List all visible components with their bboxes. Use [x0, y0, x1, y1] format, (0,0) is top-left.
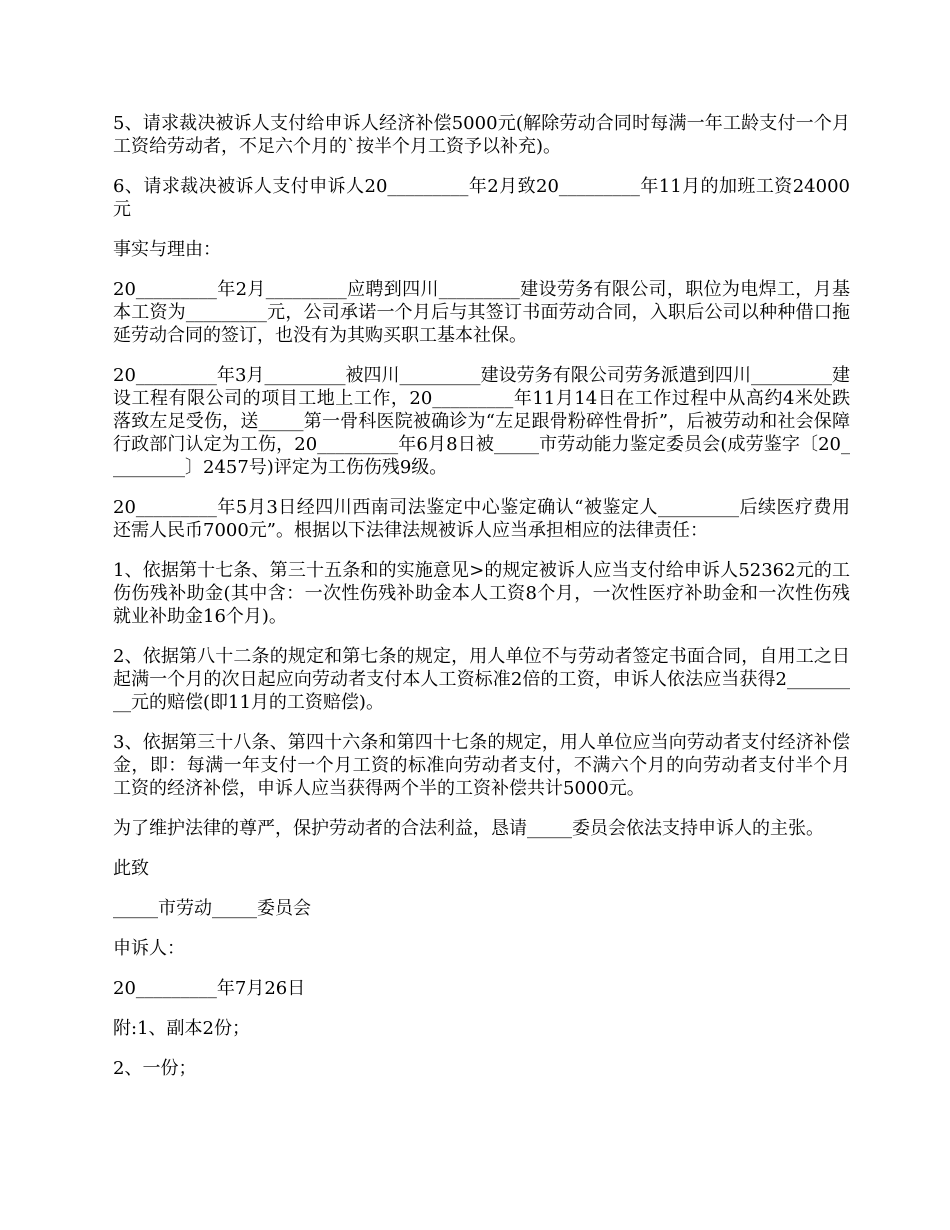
paragraph-facts-heading: 事实与理由：	[113, 239, 221, 260]
paragraph-claim-6: 6、请求裁决被诉人支付申诉人20_________年2月致20_________年11月的加班工资24000元	[113, 176, 850, 220]
paragraph-attachment-2: 2、一份；	[113, 1058, 197, 1079]
paragraph-facts-3: 20_________年5月3日经四川西南司法鉴定中心鉴定确认“被鉴定人_________后续医疗费用还需人民币7000元”。根据以下法律法规被诉人应当承担相应的法律责任：	[113, 497, 850, 541]
paragraph-recipient: _____市劳动_____委员会	[113, 898, 311, 919]
paragraph-date: 20_________年7月26日	[113, 978, 306, 999]
paragraph-facts-2: 20_________年3月_________被四川_________建设劳务有限公司劳务派遣到四川_________建设工程有限公司的项目工地上工作，20_________年11月14日在工作过程中从高约4米处跌落致左足受伤，送_____第一骨科医院被确诊为“左足跟骨粉碎性骨折”，后被劳动和社会保障行政部门认定为工伤，20_________年6月8日被_____市劳动能力鉴定委员会(成劳鉴字〔20_________〕2457号)评定为工伤伤残9级。	[113, 365, 850, 478]
paragraph-attachment-1: 附:1、副本2份；	[113, 1018, 250, 1039]
paragraph-basis-2: 2、依据第八十二条的规定和第七条的规定，用人单位不与劳动者签定书面合同，自用工之日起满一个月的次日起应向劳动者支付本人工资标准2倍的工资，申诉人依法应当获得2_________元的赔偿(即11月的工资赔偿)。	[113, 646, 850, 713]
paragraph-basis-1: 1、依据第十七条、第三十五条和的实施意见>的规定被诉人应当支付给申诉人52362元的工伤伤残补助金(其中含：一次性伤残补助金本人工资8个月，一次性医疗补助金和一次性伤残就业补助金16个月)。	[113, 560, 850, 627]
paragraph-facts-1: 20_________年2月_________应聘到四川_________建设劳务有限公司，职位为电焊工，月基本工资为_________元，公司承诺一个月后与其签订书面劳动合同，入职后公司以种种借口拖延劳动合同的签订，也没有为其购买职工基本社保。	[113, 279, 850, 346]
paragraph-request: 为了维护法律的尊严，保护劳动者的合法利益，恳请_____委员会依法支持申诉人的主张。	[113, 818, 824, 839]
paragraph-basis-3: 3、依据第三十八条、第四十六条和第四十七条的规定，用人单位应当向劳动者支付经济补偿金，即：每满一年支付一个月工资的标准向劳动者支付，不满六个月的向劳动者支付半个月工资的经济补偿，申诉人应当获得两个半的工资补偿共计5000元。	[113, 732, 850, 799]
paragraph-claim-5: 5、请求裁决被诉人支付给申诉人经济补偿5000元(解除劳动合同时每满一年工龄支付一个月工资给劳动者，不足六个月的`按半个月工资予以补充)。	[113, 113, 850, 157]
paragraph-salutation: 此致	[113, 858, 149, 879]
paragraph-claimant: 申诉人：	[113, 938, 185, 959]
